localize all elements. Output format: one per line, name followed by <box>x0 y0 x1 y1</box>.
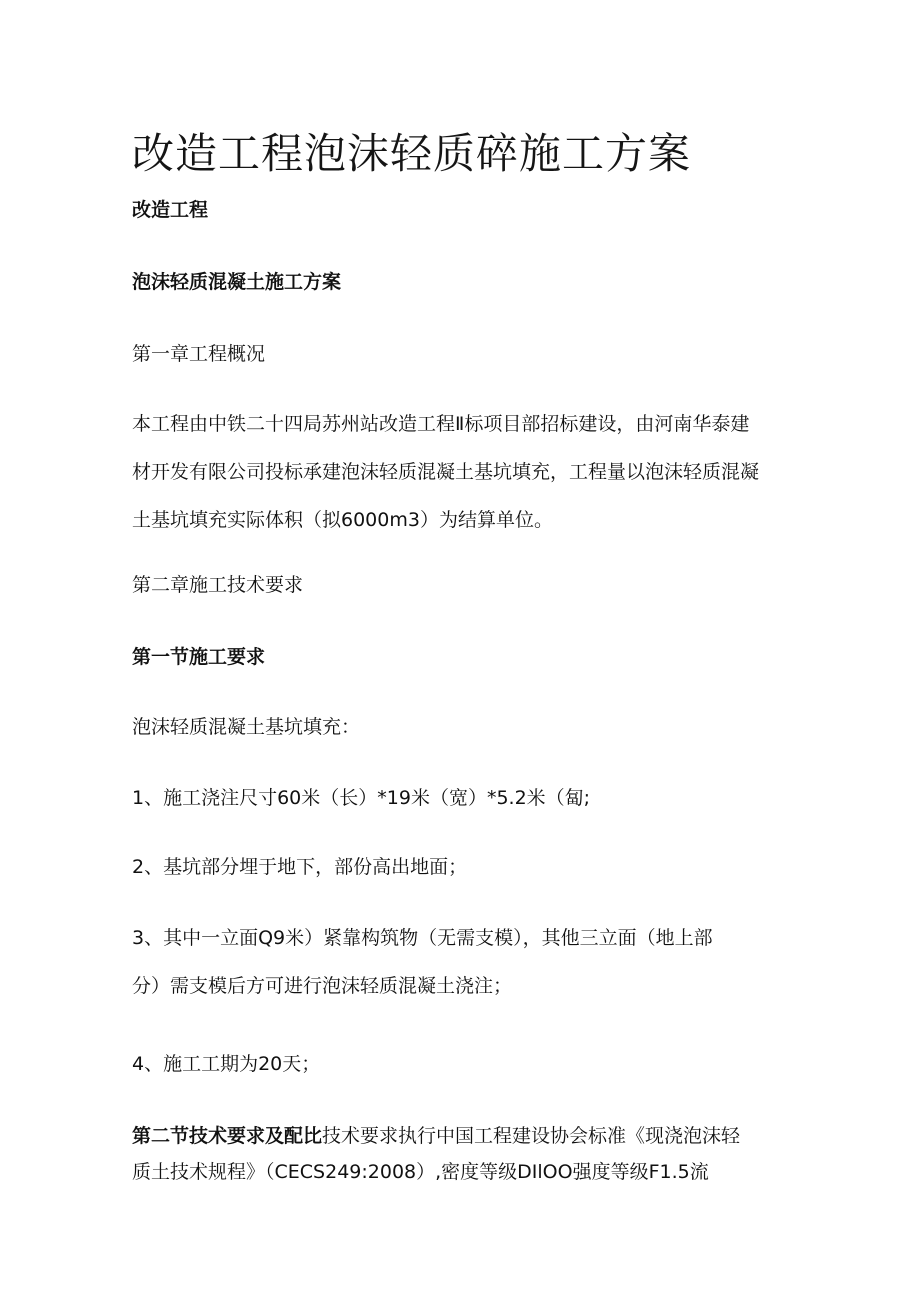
heading-foam-concrete-plan: 泡沫轻质混凝土施工方案 <box>132 271 342 293</box>
section-2-line-1 <box>132 1118 797 1154</box>
overview-line-3: 土基坑填充实际体积（拟6000m3）为结算单位。 <box>132 509 553 531</box>
section-2-heading: 第二节技术要求及配比 <box>132 1125 323 1147</box>
list-item-3-line-1: 3、其中一立面Q9米）紧靠构筑物（无需支模），其他三立面（地上部 <box>132 927 713 949</box>
overview-line-2: 材开发有限公司投标承建泡沫轻质混凝土基坑填充，工程量以泡沫轻质混凝 <box>132 461 760 483</box>
list-item-3-line-2: 分）需支模后方可进行泡沫轻质混凝土浇注； <box>132 975 513 997</box>
list-item-3 <box>132 914 797 1010</box>
list-item-2: 2、基坑部分埋于地下，部份高出地面； <box>132 856 468 878</box>
section-2-line-2: 质土技术规程》（CECS249:2008）,密度等级DIlOO强度等级F1.5流 <box>132 1161 709 1183</box>
overview-paragraph <box>132 400 797 544</box>
section-1-heading: 第一节施工要求 <box>132 646 266 668</box>
chapter-2-heading: 第二章施工技术要求 <box>132 574 304 596</box>
section-2-text-1: 技术要求执行中国工程建设协会标准《现浇泡沫轻 <box>322 1125 741 1147</box>
document-title: 改造工程泡沫轻质碎施工方案 <box>132 129 692 178</box>
fill-intro: 泡沫轻质混凝土基坑填充： <box>132 716 361 738</box>
list-item-1: 1、施工浇注尺寸60米（长）*19米（宽）*5.2米（匐; <box>132 787 591 809</box>
chapter-1-heading: 第一章工程概况 <box>132 343 266 365</box>
heading-renovation-project: 改造工程 <box>132 199 209 221</box>
list-item-4: 4、施工工期为20天； <box>132 1053 321 1075</box>
section-2-paragraph <box>132 1118 797 1190</box>
overview-line-1: 本工程由中铁二十四局苏州站改造工程Ⅱ标项目部招标建设，由河南华泰建 <box>132 413 750 435</box>
